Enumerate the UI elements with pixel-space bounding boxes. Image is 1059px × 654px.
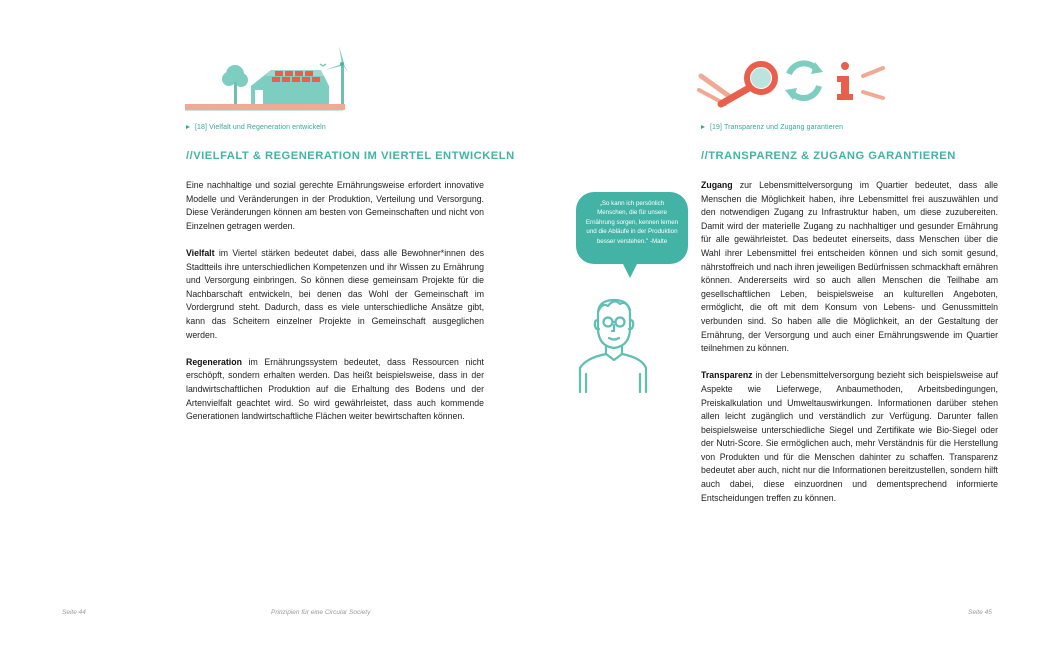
page-number-left: Seite 44 [62,609,86,616]
heading-vielfalt: //VIELFALT & REGENERATION IM VIERTEL ENTWICKELN [186,150,515,162]
section-tag-19 [701,124,843,131]
house-solar-illustration [183,44,348,116]
tree-icon [222,65,248,104]
heading-transparenz: //TRANSPARENZ & ZUGANG GARANTIEREN [701,150,956,162]
section-tag-label: [18] Vielfalt und Regeneration entwickeln [195,124,326,131]
triangle-icon [186,125,190,129]
paragraph-vielfalt [186,247,484,342]
transparency-illustration [697,54,887,112]
paragraph-regeneration [186,356,484,424]
left-body [186,179,484,437]
house-icon [251,70,329,104]
paragraph-transparenz-text: in der Lebensmittelversorgung bezieht sich beispielsweise auf Aspekte wie Lieferwege, Anbaumethoden, Arbeitsbedingungen, Preiskalkulation und Umweltauswirkungen. Informationen darüber stehen allen leicht zugänglich und verständlich zur Verfügung. Darunter fallen beispielsweise unterschiedliche Siegel und Zertifikate wie Bio-Siegel oder der Nutri-Score. Sie ermöglichen auch, mehr Verständnis für die Herstellung von Produkten und für die Menschen dahinter zu schaffen. Transparenz bedeutet aber auch, nicht nur die Informationen bereitzustellen, sondern hilft auch dabei, diese einzuordnen und dementsprechend informierte Entscheidungen treffen zu können. [701,370,998,503]
quote-bubble: „So kann ich persönlich Menschen, die für unsere Ernährung sorgen, kennen lernen und die Abläufe in der Produktion besser verstehen." -Malte [576,192,688,264]
term-transparenz: Transparenz [701,370,753,381]
term-regeneration: Regeneration [186,356,242,367]
person-illustration [572,294,652,394]
triangle-icon [701,125,705,129]
section-tag-18 [186,124,326,131]
paragraph-vielfalt-text: im Viertel stärken bedeutet dabei, dass alle Bewohner*innen des Stadtteils ihre unterschiedlichen Kompetenzen und ihr Wissen zu Ernährung und Versorgung einbringen. So können diese gemeinsam Projekte für die Nachbarschaft entwickeln, bei denen das Wohl der Gemeinschaft im Vordergrund steht. Dadurch, dass es viele unterschiedliche Ansätze gibt, kann das Scheitern einzelner Projekte in Gemeinschaft ausgeglichen werden. [186,247,484,340]
term-zugang: Zugang [701,180,733,190]
footer-title: Prinzipien für eine Circular Society [271,609,371,616]
info-icon [837,62,883,100]
paragraph-zugang-text: zur Lebensmittelversorgung im Quartier bedeutet, dass alle Menschen die Möglichkeit haben, ihre Lebensmittel frei auszuwählen und den notwendigen Zugang zu Infrastruktur haben, um diese zuzubereiten. Damit wird der materielle Zugang zu nachhaltiger und gesunder Ernährung für alle gewährleistet. Das bedeutet einerseits, dass Menschen über die Wahl ihrer Lebensmittel frei entscheiden können und sich somit gesund, nährstoffreich und nach ihren jeweiligen Bedürfnissen schmackhaft ernähren können. Andererseits wird so auch allen Menschen die Teilhabe am gesellschaftlichen Leben, beispielsweise an kulturellen Angeboten, ermöglicht, die oft mit dem Konsum von Lebens- und Genussmitteln verbunden sind. So haben alle die Möglichkeit, an der Gestaltung der Ernährung, der Versorgung und auch einer Ernährungswende im Quartier teilnehmen zu können. [701,180,998,354]
paragraph-regeneration-text: im Ernährungssystem bedeutet, dass Ressourcen nicht erschöpft, sondern erhalten werden. Das heißt beispielsweise, dass in der landwirtschaftlichen Produktion auf die Erhaltung des Bodens und der Artenvielfalt geachtet wird. So wird gewährleistet, dass auch kommende Generationen landwirtschaftliche Flächen weiter bewirtschaften können. [186,356,484,422]
paragraph-transparenz [701,369,998,505]
paragraph-intro: Eine nachhaltige und sozial gerechte Ernährungsweise erfordert innovative Modelle und Veränderungen in der Produktion, Verteilung und Versorgung. Diese Veränderungen können am besten von Gemeinschaften und nicht von Einzelnen getragen werden. [186,180,484,231]
term-vielfalt: Vielfalt [186,247,215,258]
quote-bubble-tail [622,262,638,278]
section-tag-label: [19] Transparenz und Zugang garantieren [710,124,844,131]
right-body [701,179,998,519]
cycle-arrows-icon [785,62,823,100]
page-number-right: Seite 45 [968,609,992,616]
paragraph-zugang [701,179,998,356]
magnifier-icon [721,64,775,104]
ground-strip [185,104,345,110]
